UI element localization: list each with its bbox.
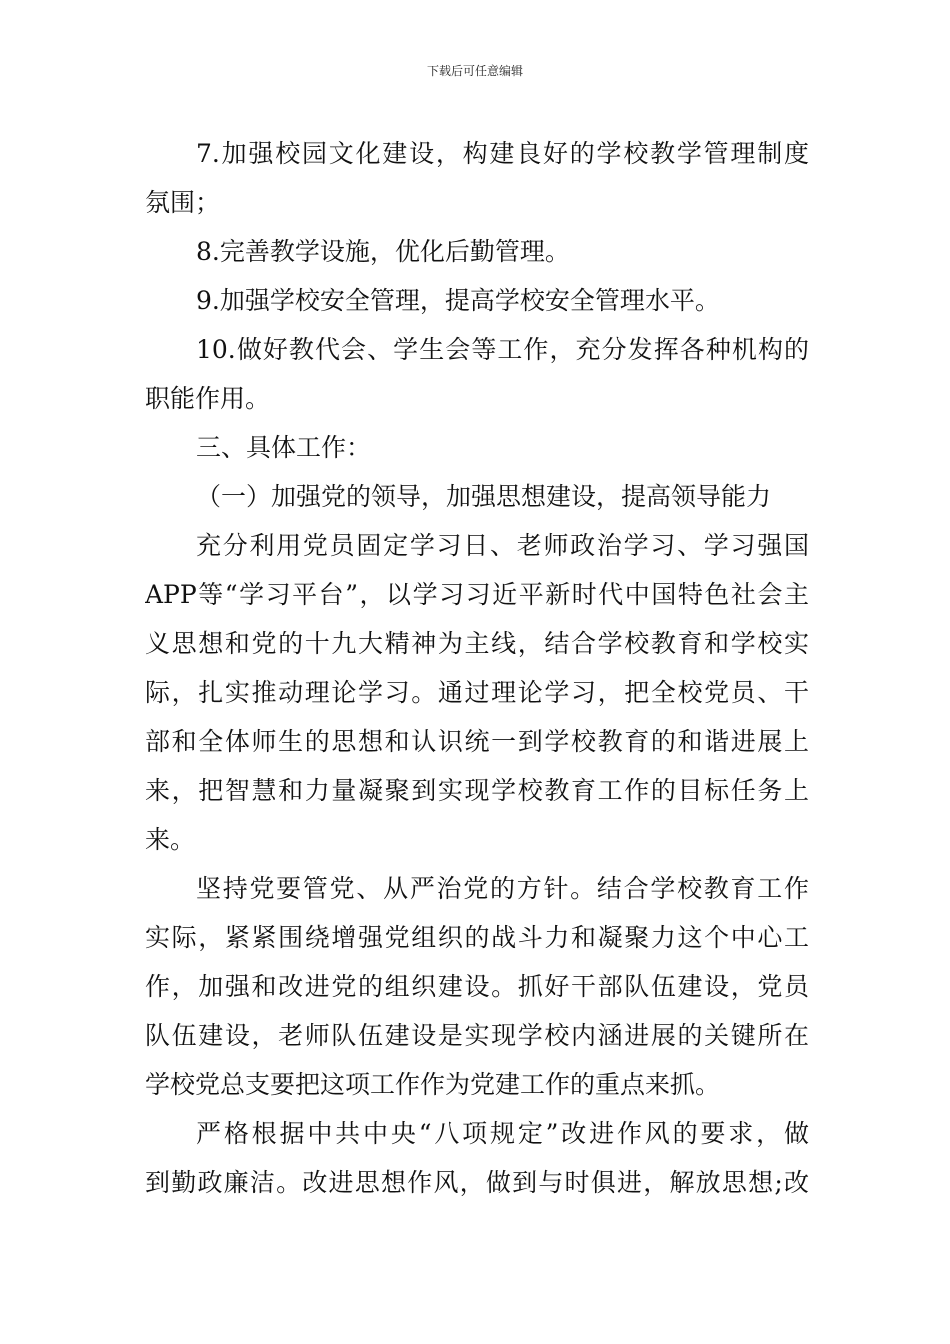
paragraph-line: 学校党总支要把这项工作作为党建工作的重点来抓。 bbox=[145, 1070, 721, 1099]
paragraph-line: 义思想和党的十九大精神为主线，结合学校教育和学校实 bbox=[145, 629, 809, 658]
paragraph-line: 7.加强校园文化建设，构建良好的学校教学管理制度 bbox=[196, 139, 809, 168]
paragraph-line: 际，扎实推动理论学习。通过理论学习，把全校党员、干 bbox=[145, 678, 809, 707]
document-body bbox=[145, 129, 809, 1207]
paragraph-line: 氛围； bbox=[145, 188, 221, 217]
paragraph-line: 来。 bbox=[145, 825, 196, 854]
paragraph-line: 队伍建设，老师队伍建设是实现学校内涵进展的关键所在 bbox=[145, 1021, 809, 1050]
section-heading: 三、具体工作： bbox=[196, 433, 372, 462]
paragraph-line: 职能作用。 bbox=[145, 384, 271, 413]
paragraph-line: 9.加强学校安全管理，提高学校安全管理水平。 bbox=[196, 286, 720, 315]
paragraph-line: 作，加强和改进党的组织建设。抓好干部队伍建设，党员 bbox=[145, 972, 809, 1001]
paragraph-line: 坚持党要管党、从严治党的方针。结合学校教育工作 bbox=[196, 874, 809, 903]
paragraph-line: 严格根据中共中央“八项规定”改进作风的要求，做 bbox=[196, 1119, 809, 1148]
paragraph-line: 来，把智慧和力量凝聚到实现学校教育工作的目标任务上 bbox=[145, 776, 809, 805]
paragraph-line: 充分利用党员固定学习日、老师政治学习、学习强国 bbox=[196, 531, 809, 560]
paragraph-line: 10.做好教代会、学生会等工作，充分发挥各种机构的 bbox=[196, 335, 809, 364]
paragraph-line: 到勤政廉洁。改进思想作风，做到与时俱进，解放思想;改 bbox=[145, 1168, 809, 1197]
paragraph-line: APP等“学习平台”，以学习习近平新时代中国特色社会主 bbox=[145, 580, 809, 609]
paragraph-line: 实际，紧紧围绕增强党组织的战斗力和凝聚力这个中心工 bbox=[145, 923, 809, 952]
paragraph-line: 8.完善教学设施，优化后勤管理。 bbox=[196, 237, 570, 266]
subsection-heading: （一）加强党的领导，加强思想建设，提高领导能力 bbox=[196, 482, 772, 511]
paragraph-line: 部和全体师生的思想和认识统一到学校教育的和谐进展上 bbox=[145, 727, 809, 756]
page-header-note: 下载后可任意编辑 bbox=[426, 64, 523, 78]
